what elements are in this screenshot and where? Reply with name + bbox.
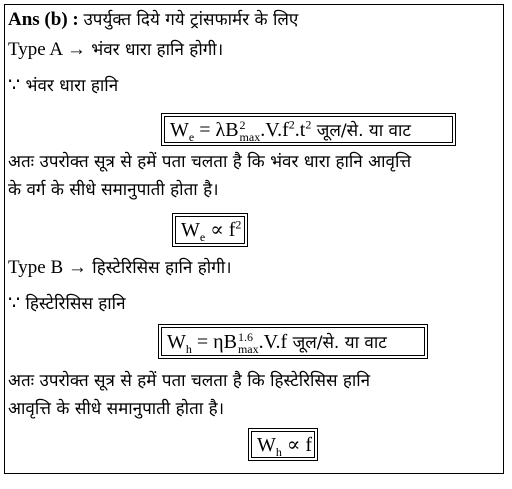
hyst-lhs-sub: h (185, 342, 192, 356)
eddy-heading-text: भंवर धारा हानि (20, 76, 119, 96)
prop-exp: 2 (235, 217, 242, 232)
prop-rhs: ∝ f (205, 219, 236, 241)
formula-lhs: W (170, 119, 189, 141)
hprop-lhs-sub: h (275, 445, 282, 459)
hyst-unit: जूल/से. या वाट (287, 333, 387, 353)
formula-unit: जूल/से. या वाट (311, 121, 411, 141)
hyst-supsub: 1.6 max (237, 330, 259, 357)
because-icon: ∵ (8, 293, 21, 314)
hysteresis-heading-text: हिस्टेरिसिस हानि (20, 294, 126, 314)
eddy-heading (8, 74, 118, 98)
answer-heading (8, 8, 298, 32)
formula-eq: = λB (194, 119, 239, 141)
eddy-proportional-box (172, 213, 248, 247)
answer-label: Ans (b) (8, 9, 68, 30)
hprop-lhs: W (257, 434, 276, 456)
type-a-label: Type A (8, 39, 63, 60)
because-icon: ∵ (8, 75, 21, 96)
type-b-text: हिस्टेरिसिस हानि होगी। (86, 258, 232, 278)
prop-lhs-sub: e (199, 230, 206, 244)
type-a-line (8, 38, 223, 62)
formula-f-exp: 2 (288, 117, 295, 132)
type-a-text: भंवर धारा हानि होगी। (85, 40, 224, 60)
formula-t: .t (294, 119, 306, 141)
answer-colon: : (67, 9, 84, 30)
hyst-conclusion-text-1: अतः उपरोक्त सूत्र से हमें पता चलता है कि हिस्टेरिसिस हानि (8, 371, 371, 391)
formula-lhs-sub: e (188, 130, 195, 144)
eddy-conclusion-1 (8, 150, 411, 174)
hysteresis-proportional-box (248, 428, 318, 461)
hprop-rhs: ∝ f (281, 434, 313, 456)
type-b-label: Type B (8, 257, 64, 278)
hyst-conclusion-text-2: आवृत्ति के सीधे समानुपाती होता है। (8, 399, 225, 419)
type-b-line (8, 256, 232, 280)
hyst-eq: = ηB (191, 331, 237, 353)
hysteresis-formula (158, 324, 428, 359)
hyst-lhs: W (167, 331, 186, 353)
eddy-formula (161, 113, 456, 146)
hysteresis-conclusion-2 (8, 397, 224, 421)
formula-supsub: 2 max (239, 118, 261, 145)
eddy-conclusion-text-2: के वर्ग के सीधे समानुपाती होता है। (8, 180, 219, 200)
eddy-conclusion-2 (8, 178, 219, 202)
prop-lhs: W (181, 219, 200, 241)
formula-mid: .V.f (260, 119, 289, 141)
arrow-icon: → (67, 257, 87, 278)
formula-t-exp: 2 (305, 117, 312, 132)
eddy-conclusion-text-1: अतः उपरोक्त सूत्र से हमें पता चलता है कि भंवर धारा हानि आवृत्ति (8, 152, 412, 172)
answer-intro: उपर्युक्त दिये गये ट्रांसफार्मर के लिए (83, 10, 299, 30)
hysteresis-conclusion-1 (8, 369, 370, 393)
arrow-icon: → (66, 39, 86, 60)
hyst-mid: .V.f (258, 331, 288, 353)
hysteresis-heading (8, 292, 126, 316)
